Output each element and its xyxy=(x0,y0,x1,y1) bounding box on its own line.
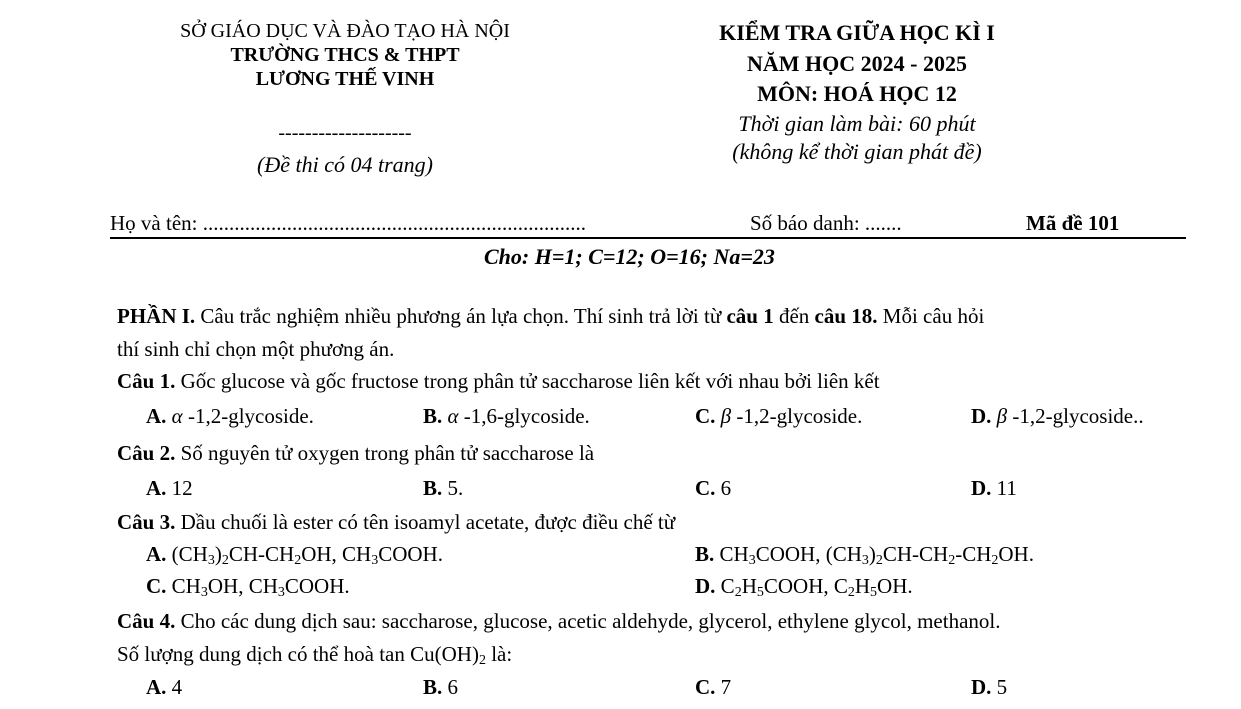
part1-instruction-line2: thí sinh chỉ chọn một phương án. xyxy=(117,337,395,361)
q3-option-b: B. $CH_3COOH$, $(CH_3)_2CH-CH_2-CH_2OH$. xyxy=(695,542,1034,568)
school-year: NĂM HỌC 2024 - 2025 xyxy=(747,51,967,76)
q1-option-a xyxy=(146,403,314,429)
question-text: Cho các dung dịch sau: saccharose, glucose, acetic aldehyde, glycerol, ethylene glycol, methanol. xyxy=(175,609,1001,633)
q3-option-d: D. $C_2H_5COOH$, $C_2H_5OH$. xyxy=(695,574,913,600)
question-text-line2: Số lượng dung dịch có thể hoà tan Cu(OH) xyxy=(117,642,479,666)
option-letter: A. xyxy=(146,404,167,428)
question-text: Dầu chuối là ester có tên isoamyl acetate, được điều chế từ xyxy=(175,510,676,534)
question-label: Câu 4. xyxy=(117,609,176,633)
option-greek: α xyxy=(171,404,183,428)
q2-option-c xyxy=(695,475,731,501)
student-name-dots: ......................................................................... xyxy=(202,211,586,235)
option-letter: C. xyxy=(695,675,716,699)
option-letter: B. xyxy=(423,675,443,699)
part1-bold-start: câu 1 xyxy=(726,304,774,328)
question-text-end: là: xyxy=(485,642,513,666)
option-text: 5. xyxy=(442,476,464,500)
exam-code: Mã đề 101 xyxy=(1026,211,1120,235)
option-text: -1,2-glycoside. xyxy=(182,404,314,428)
student-name-field xyxy=(110,211,586,236)
subject: MÔN: HOÁ HỌC 12 xyxy=(757,81,957,106)
option-letter: C. xyxy=(146,574,167,598)
part1-text-a: Câu trắc nghiệm nhiều phương án lựa chọn. Thí sinh trả lời từ xyxy=(195,304,727,328)
q3-option-c: C. $CH_3OH$, $CH_3COOH$. xyxy=(146,574,350,600)
option-greek: β xyxy=(720,404,732,428)
option-text: -1,2-glycoside. xyxy=(731,404,863,428)
option-greek: α xyxy=(447,404,459,428)
question-4-line2 xyxy=(117,641,512,667)
candidate-id-field: Số báo danh: ....... xyxy=(750,211,902,235)
option-letter: D. xyxy=(971,675,992,699)
part1-text-b: đến xyxy=(773,304,815,328)
question-text: Số nguyên tử oxygen trong phân tử saccharose là xyxy=(175,441,595,465)
q4-option-b xyxy=(423,674,458,700)
option-text: 7 xyxy=(715,675,732,699)
option-letter: B. xyxy=(423,476,443,500)
q3-option-a: A. $(CH_3)_2CH-CH_2OH$, $CH_3COOH$. xyxy=(146,542,443,568)
part1-title: PHẦN I. xyxy=(117,304,196,328)
option-letter: C. xyxy=(695,476,716,500)
part1-text-c: Mỗi câu hỏi xyxy=(877,304,985,328)
option-letter: A. xyxy=(146,476,167,500)
school-name-line2: LƯƠNG THẾ VINH xyxy=(255,68,435,90)
option-text: 4 xyxy=(166,675,183,699)
q2-option-b xyxy=(423,475,463,501)
header-rule xyxy=(110,237,1186,239)
question-4 xyxy=(117,608,1000,634)
question-3 xyxy=(117,509,675,535)
option-letter: A. xyxy=(146,675,167,699)
option-text: 6 xyxy=(715,476,732,500)
q4-option-a xyxy=(146,674,182,700)
question-1 xyxy=(117,368,880,394)
divider-dashes: -------------------- xyxy=(278,122,412,144)
question-label: Câu 2. xyxy=(117,441,176,465)
option-text: 12 xyxy=(166,476,193,500)
exam-time-note: (không kể thời gian phát đề) xyxy=(732,139,982,164)
exam-title: KIỂM TRA GIỮA HỌC KÌ I xyxy=(719,20,995,45)
option-letter: D. xyxy=(971,404,992,428)
option-text: 6 xyxy=(442,675,459,699)
question-label: Câu 1. xyxy=(117,369,176,393)
q2-option-a xyxy=(146,475,193,501)
option-letter: A. xyxy=(146,542,167,566)
pages-note: (Đề thi có 04 trang) xyxy=(257,152,433,177)
q2-option-d xyxy=(971,475,1017,501)
q1-option-b xyxy=(423,403,590,429)
part1-instruction xyxy=(117,303,984,329)
option-text: 11 xyxy=(991,476,1017,500)
option-text: -1,2-glycoside.. xyxy=(1007,404,1144,428)
q4-option-d xyxy=(971,674,1007,700)
question-label: Câu 3. xyxy=(117,510,176,534)
exam-time: Thời gian làm bài: 60 phút xyxy=(738,111,976,136)
option-letter: B. xyxy=(695,542,715,566)
option-text: 5 xyxy=(991,675,1008,699)
q1-option-c xyxy=(695,403,862,429)
option-greek: β xyxy=(996,404,1008,428)
option-letter: D. xyxy=(695,574,716,598)
question-2 xyxy=(117,440,594,466)
q4-option-c xyxy=(695,674,731,700)
student-name-label: Họ và tên: xyxy=(110,211,203,235)
question-text: Gốc glucose và gốc fructose trong phân tử saccharose liên kết với nhau bởi liên kết xyxy=(175,369,880,393)
option-letter: C. xyxy=(695,404,716,428)
q1-option-d xyxy=(971,403,1144,429)
given-atomic-masses: Cho: H=1; C=12; O=16; Na=23 xyxy=(484,244,775,269)
department-name: SỞ GIÁO DỤC VÀ ĐÀO TẠO HÀ NỘI xyxy=(180,20,510,42)
part1-bold-end: câu 18. xyxy=(814,304,878,328)
option-text: -1,6-glycoside. xyxy=(458,404,590,428)
option-letter: D. xyxy=(971,476,992,500)
subscript: 2 xyxy=(478,653,486,668)
school-name-line1: TRƯỜNG THCS & THPT xyxy=(230,44,460,66)
option-letter: B. xyxy=(423,404,443,428)
